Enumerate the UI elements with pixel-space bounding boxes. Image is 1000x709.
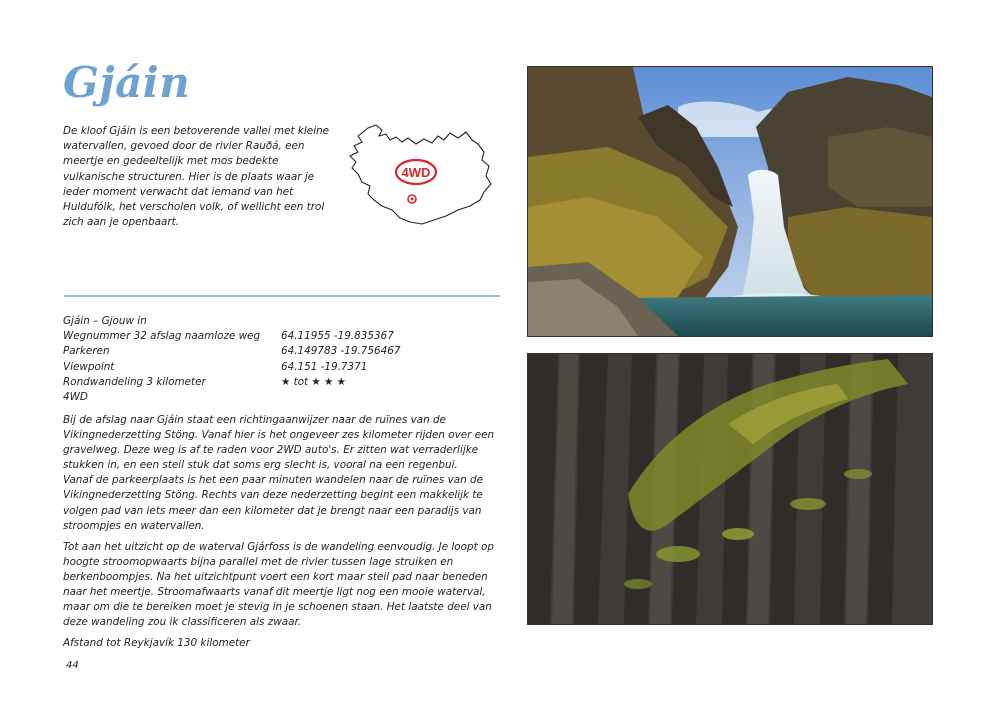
page-title: Gjáin bbox=[63, 58, 191, 107]
info-value: 64.11955 -19.835367 bbox=[281, 330, 394, 343]
iceland-map bbox=[346, 120, 498, 230]
distance-note: Afstand tot Reykjavík 130 kilometer bbox=[63, 637, 250, 650]
info-row bbox=[63, 329, 493, 344]
info-heading: Gjáin – Gjouw in bbox=[63, 315, 147, 327]
body-text bbox=[63, 413, 499, 657]
waterfall-photo bbox=[527, 66, 933, 337]
page-number: 44 bbox=[66, 660, 79, 671]
info-row bbox=[63, 360, 493, 375]
info-block bbox=[63, 314, 493, 405]
wd-badge-label: 4WD bbox=[401, 165, 431, 180]
section-divider bbox=[64, 295, 500, 297]
info-label: Viewpoint bbox=[63, 360, 115, 373]
body-paragraph: Tot aan het uitzicht op de waterval Gjárfoss is de wandeling eenvoudig. Je loopt op hoogte stroomopwaarts bijna parallel met de rivier tussen lage struiken en berkenboompjes. Na het uitzichtpunt voert een kort maar steil pad naar beneden naar het meertje. Stroomafwaarts vanaf dit meertje ligt nog een mooie waterval, maar om die te bereiken moet je stevig in je schoenen staan. Het laatste deel van deze wandeling zou ik classificeren als zwaar. bbox=[63, 540, 494, 629]
info-value: 64.149783 -19.756467 bbox=[281, 345, 401, 358]
wd-badge bbox=[396, 160, 436, 184]
info-row bbox=[63, 375, 493, 390]
info-label: Wegnummer 32 afslag naamloze weg bbox=[63, 330, 261, 343]
info-extra: 4WD bbox=[63, 391, 88, 404]
intro-paragraph: De kloof Gjáin is een betoverende vallei met kleine watervallen, gevoed door de rivier Rauðá, een meertje en gedeeltelijk met mos bedekte vulkanische structuren. Hier is de plaats waar je ieder moment verwacht dat iemand van het Huldufólk, het verscholen volk, of wellicht een trol zich aan je openbaart. bbox=[63, 125, 330, 229]
body-paragraph: Bij de afslag naar Gjáin staat een richtingaanwijzer naar de ruïnes van de Vikingnederzetting Stöng. Vanaf hier is het ongeveer zes kilometer rijden over een gravelweg. Deze weg is af te raden voor 2WD auto's. Er zitten wat verraderlijke stukken in, en een steil stuk dat soms erg slecht is, vooral na een regenbui. bbox=[63, 414, 495, 472]
info-label: Rondwandeling 3 kilometer bbox=[63, 375, 206, 388]
basalt-columns-photo bbox=[527, 353, 933, 625]
info-row bbox=[63, 344, 493, 359]
info-value: 64.151 -19.7371 bbox=[281, 360, 368, 373]
body-paragraph: Vanaf de parkeerplaats is het een paar minuten wandelen naar de ruïnes van de Vikingnederzetting Stöng. Rechts van deze nederzetting begint een makkelijk te volgen pad van iets meer dan een kilometer dat je brengt naar een paradijs van stroompjes en watervallen. bbox=[63, 474, 484, 532]
info-label: Parkeren bbox=[63, 345, 110, 358]
difficulty-rating: ★ tot ★ ★ ★ bbox=[281, 375, 346, 388]
